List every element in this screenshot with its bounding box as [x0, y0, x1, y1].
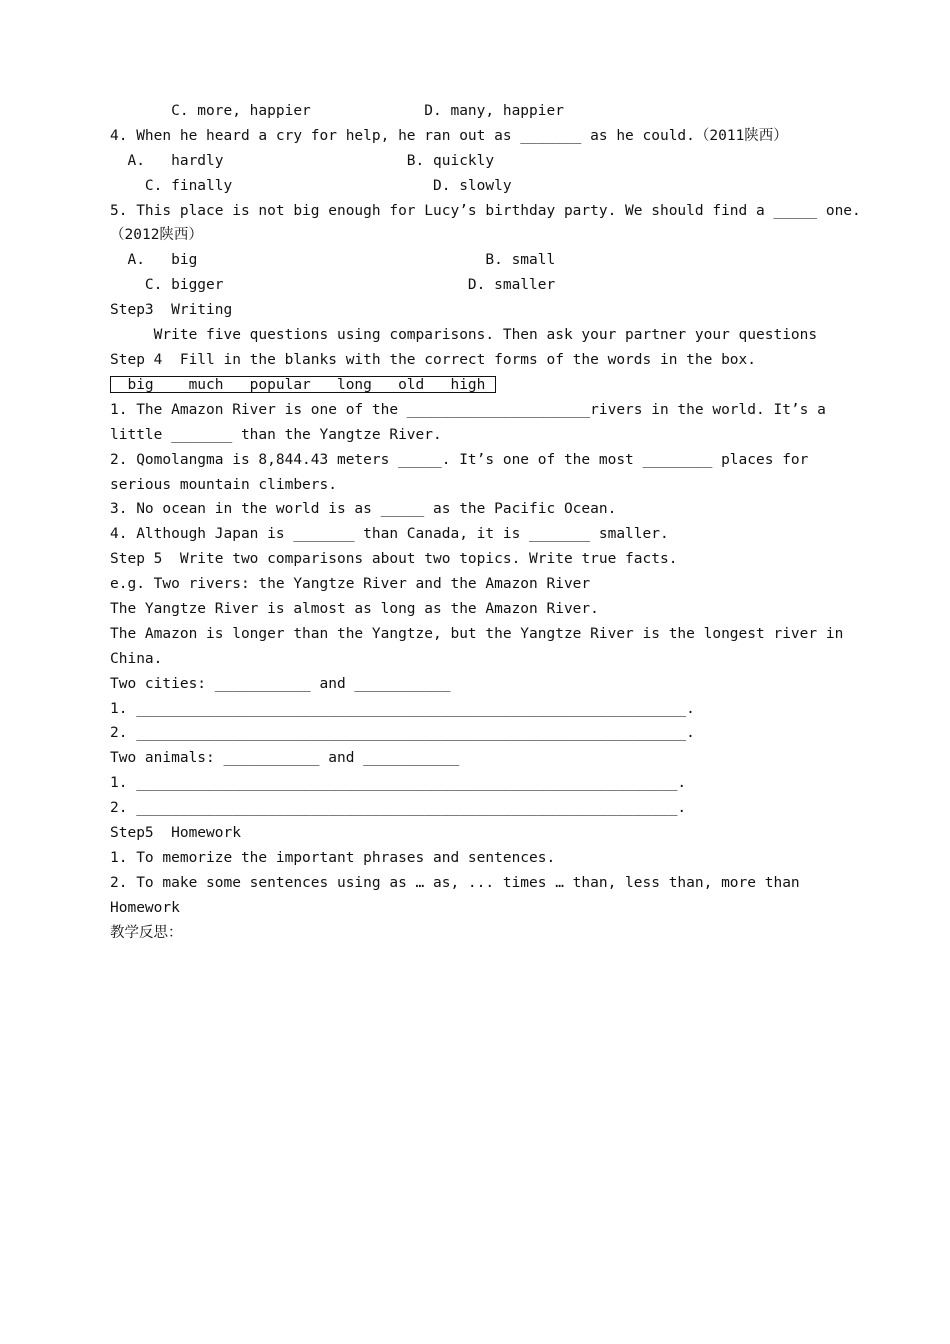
word-box-words: big much popular long old high	[110, 377, 486, 393]
q4-options-cd: C. finally D. slowly	[110, 178, 512, 194]
two-cities-prompt: Two cities: ___________ and ___________	[110, 676, 451, 692]
fill-blank-2: 2. Qomolangma is 8,844.43 meters _____. It’s one of the most ________ places for	[110, 452, 809, 468]
question-5-source: （2012陕西）	[110, 227, 203, 243]
homework-item-1: 1. To memorize the important phrases and sentences.	[110, 850, 556, 866]
example-sentence-2-cont: China.	[110, 651, 163, 667]
two-animals-prompt: Two animals: ___________ and ___________	[110, 750, 460, 766]
q4-options-ab: A. hardly B. quickly	[110, 153, 495, 169]
teaching-reflection-label: 教学反思：	[110, 925, 183, 941]
animals-answer-2: 2. ______________________________________________________________.	[110, 800, 687, 816]
q5-options-ab: A. big B. small	[110, 252, 556, 268]
example-sentence-2: The Amazon is longer than the Yangtze, but the Yangtze River is the longest river in	[110, 626, 844, 642]
animals-answer-1: 1. ______________________________________________________________.	[110, 775, 687, 791]
homework-item-2: 2. To make some sentences using as … as, ... times … than, less than, more than	[110, 875, 800, 891]
q5-options-cd: C. bigger D. smaller	[110, 277, 556, 293]
fill-blank-1-cont: little _______ than the Yangtze River.	[110, 427, 442, 443]
cities-answer-1: 1. _______________________________________________________________.	[110, 701, 695, 717]
fill-blank-4: 4. Although Japan is _______ than Canada, it is _______ smaller.	[110, 526, 669, 542]
step3-instruction: Write five questions using comparisons. Then ask your partner your questions	[110, 327, 818, 343]
question-4: 4. When he heard a cry for help, he ran out as _______ as he could.（2011陕西）	[110, 128, 788, 144]
homework-heading: Step5 Homework	[110, 825, 241, 841]
question-5: 5. This place is not big enough for Lucy’s birthday party. We should find a _____ one.	[110, 203, 861, 219]
step5-heading: Step 5 Write two comparisons about two topics. Write true facts.	[110, 551, 678, 567]
fill-blank-2-cont: serious mountain climbers.	[110, 477, 337, 493]
example-sentence-1: The Yangtze River is almost as long as the Amazon River.	[110, 601, 599, 617]
fill-blank-3: 3. No ocean in the world is as _____ as the Pacific Ocean.	[110, 501, 617, 517]
homework-label: Homework	[110, 900, 180, 916]
cities-answer-2: 2. _______________________________________________________________.	[110, 725, 695, 741]
step3-heading: Step3 Writing	[110, 302, 233, 318]
step4-heading: Step 4 Fill in the blanks with the correct forms of the words in the box.	[110, 352, 757, 368]
q3-options-cd: C. more, happier D. many, happier	[110, 103, 564, 119]
fill-blank-1: 1. The Amazon River is one of the _____________________rivers in the world. It’s a	[110, 402, 826, 418]
example-intro: e.g. Two rivers: the Yangtze River and the Amazon River	[110, 576, 591, 592]
